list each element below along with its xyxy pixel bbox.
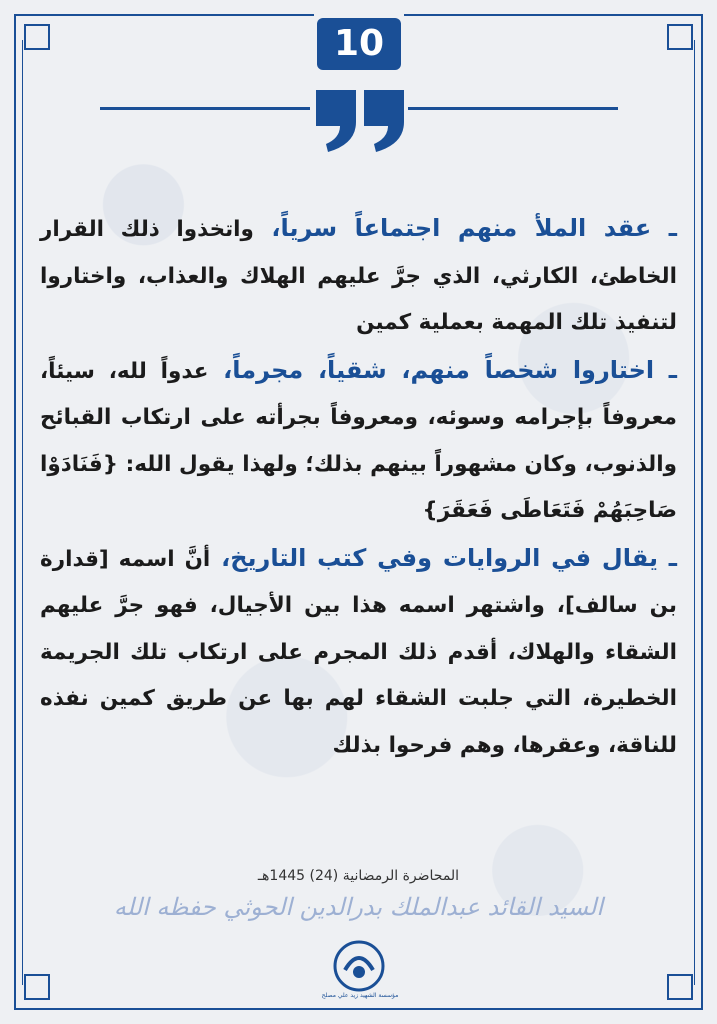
frame-inner-left [22,40,23,985]
paragraph-1-heading: ـ عقد الملأ منهم اجتماعاً سرياً، [253,214,677,242]
frame-right [701,14,703,1010]
frame-bottom [14,1008,703,1010]
frame-top-left [14,14,314,16]
header-line-left [100,107,310,110]
paragraph-1-text: واتخذوا ذلك القرار الخاطئ، الكارثي، الذي جرَّ عليهم الهلاك والعذاب، واختاروا لتنفيذ تلك المهمة بعملية كمين [40,217,677,335]
paragraph-2 [40,347,677,535]
lecture-source: المحاضرة الرمضانية (24) 1445هـ [257,868,460,884]
paragraph-1 [40,205,677,347]
header-line-right [408,107,618,110]
paragraph-2-heading: ـ اختاروا شخصاً منهم، شقياً، مجرماً، [208,355,677,384]
corner-ornament-top-left [24,24,50,50]
quote-icon [314,88,358,154]
frame-left [14,14,16,1010]
paragraph-3 [40,535,677,770]
page-number-badge: 10 [317,18,401,70]
paragraph-3-heading: ـ يقال في الروايات وفي كتب التاريخ، [210,543,677,572]
corner-ornament-bottom-right [667,974,693,1000]
corner-ornament-top-right [667,24,693,50]
quote-icon [362,88,406,154]
corner-ornament-bottom-left [24,974,50,1000]
quote-body [40,205,677,769]
foundation-logo [333,940,385,992]
paragraph-2-text: عدواً لله، سيئاً، معروفاً بإجرامه وسوئه، ومعروفاً بجرأته على ارتكاب القبائح والذنوب، وكان مشهوراً بينهم بذلك؛ ولهذا يقول الله: {فَنَادَوْا صَاحِبَهُمْ فَتَعَاطَى فَعَقَرَ} [40,358,677,523]
frame-inner-right [694,40,695,985]
speaker-signature: السيد القائد عبدالملك بدرالدين الحوثي حفظه الله [113,893,604,921]
frame-top-right [404,14,703,16]
logo-caption: مؤسسة الشهيد زيد علي مصلح [321,992,399,999]
paragraph-3-text: أنَّ اسمه [قدارة بن سالف]، واشتهر اسمه هذا بين الأجيال، فهو جرَّ عليهم الشقاء والهلاك، أقدم ذلك المجرم على ارتكاب تلك الجريمة الخطيرة، التي جلبت الشقاء لهم بها عن طريق كمين نفذه للناقة، وعقرها، وهم فرحوا بذلك [40,546,677,758]
